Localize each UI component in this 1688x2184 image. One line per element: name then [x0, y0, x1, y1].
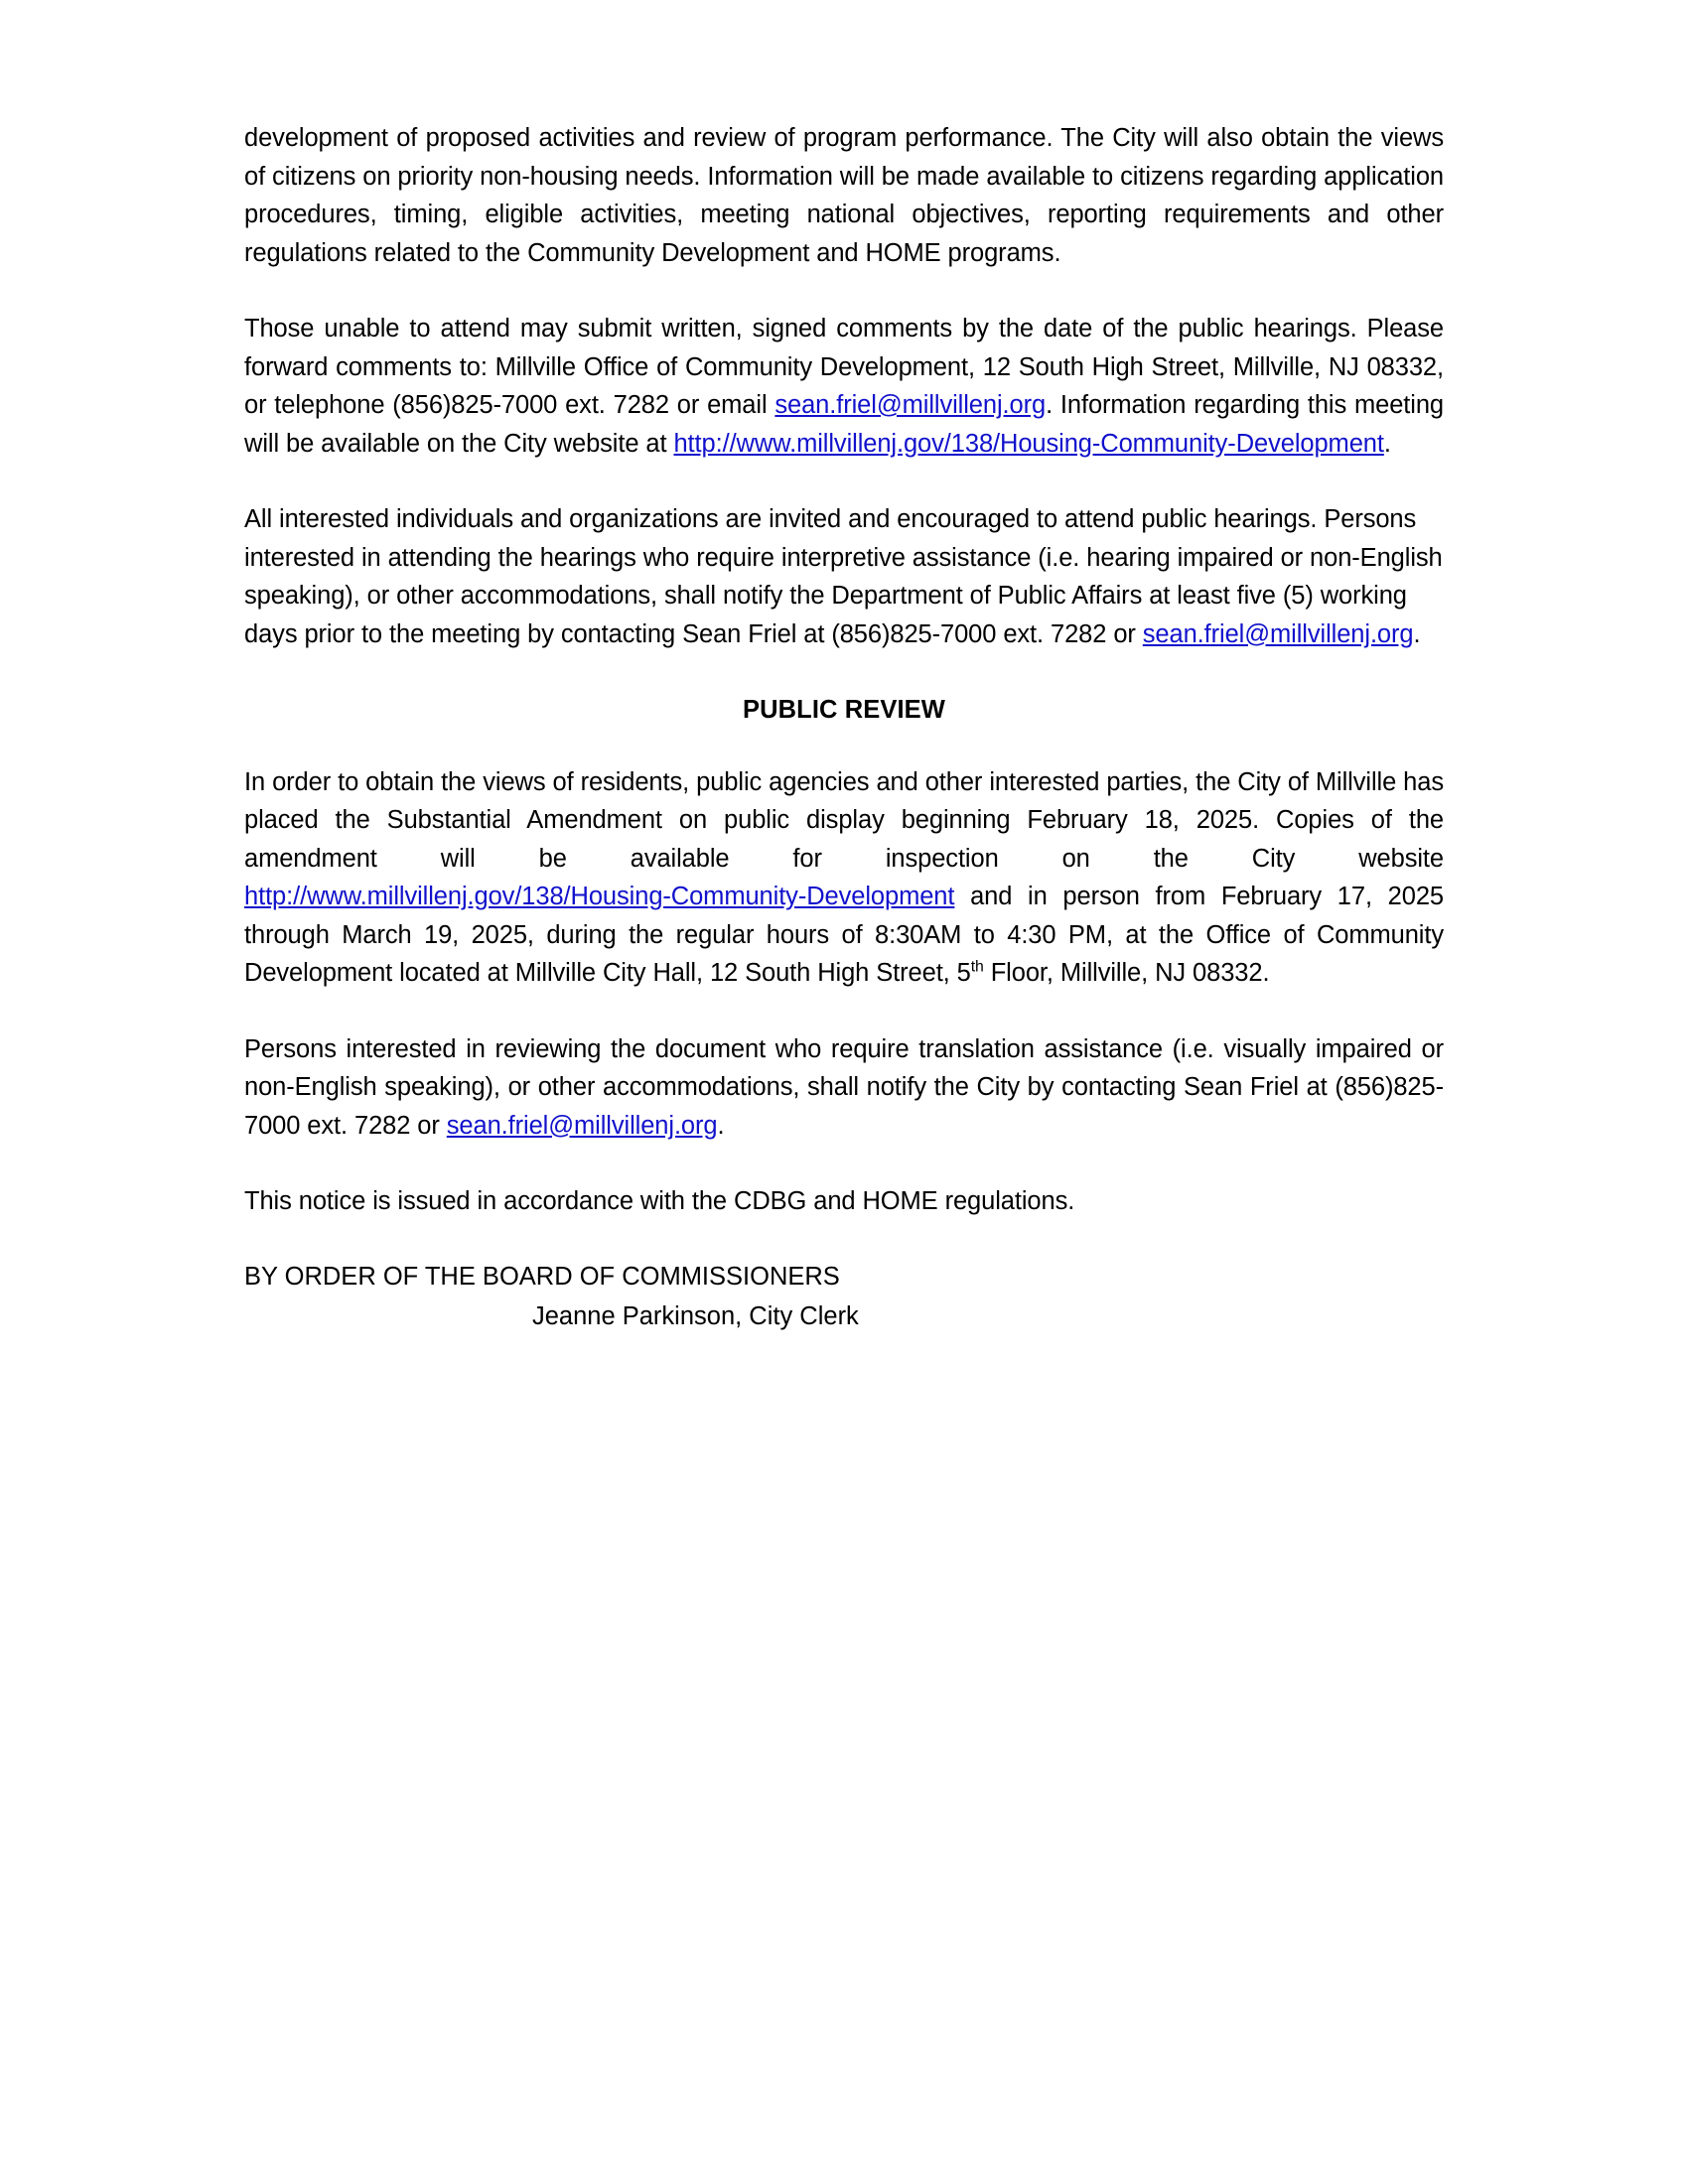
paragraph-written-comments-text-b: . Information regarding this meeting will be available on the City website at [244, 391, 1444, 458]
paragraph-interpretive-assistance [244, 500, 1444, 653]
paragraph-interpretive-assistance-text-b: . [1413, 619, 1421, 648]
paragraph-notice-regulations: This notice is issued in accordance with the CDBG and HOME regulations. [244, 1187, 1075, 1215]
document-body [244, 119, 1444, 1336]
signature-order-line: BY ORDER OF THE BOARD OF COMMISSIONERS [244, 1262, 840, 1291]
paragraph-public-display-text-c: Floor, Millville, NJ 08332. [983, 959, 1270, 987]
signature-block [244, 1257, 1444, 1336]
paragraph-public-display-text-b: and in person from February 17, 2025 through March 19, 2025, during the regular hours of 8:30AM to 4:30 PM, at the Office of Community Development located at Millville City Hall, 12 South High Street, 5 [244, 883, 1444, 987]
signature-name-line: Jeanne Parkinson, City Clerk [532, 1301, 859, 1330]
website-link-housing-community-development-2[interactable]: http://www.millvillenj.gov/138/Housing-Community-Development [244, 883, 955, 910]
website-link-housing-community-development-1[interactable]: http://www.millvillenj.gov/138/Housing-Community-Development [673, 429, 1384, 458]
ordinal-suffix-th: th [970, 958, 984, 976]
paragraph-program-performance: development of proposed activities and review of program performance. The City will also obtain the views of citizens on priority non-housing needs. Information will be made available to citizens regarding application procedures, timing, eligible activities, meeting national objectives, reporting requirements and other regulations related to the Community Development and HOME programs. [244, 124, 1444, 267]
paragraph-translation-assistance-text-b: . [717, 1111, 725, 1140]
email-link-sean-friel-2[interactable]: sean.friel@millvillenj.org [1142, 619, 1414, 648]
paragraph-written-comments [244, 310, 1444, 463]
paragraph-public-display-text-a: In order to obtain the views of residents, public agencies and other interested parties, the City of Millville has placed the Substantial Amendment on public display beginning February 18, 2025. Copies of the amendment will be available for inspection on the City website [244, 767, 1444, 873]
paragraph-written-comments-text-a: Those unable to attend may submit written, signed comments by the date of the public hearings. Please forward comments to: Millville Office of Community Development, 12 South High Street, Millville, NJ 08332, or telephone (856)825-7000 ext. 7282 or email [244, 315, 1444, 419]
paragraph-interpretive-assistance-text-a: All interested individuals and organizations are invited and encouraged to attend public hearings. Persons interested in attending the hearings who require interpretive assistance (i.e. hearing impaired or non-English speaking), or other accommodations, shall notify the Department of Public Affairs at least five (5) working days prior to the meeting by contacting Sean Friel at (856)825-7000 ext. 7282 or [244, 505, 1443, 648]
email-link-sean-friel-3[interactable]: sean.friel@millvillenj.org [446, 1111, 718, 1140]
email-link-sean-friel-1[interactable]: sean.friel@millvillenj.org [774, 391, 1047, 419]
paragraph-written-comments-text-c: . [1383, 429, 1391, 458]
paragraph-public-display [244, 763, 1444, 993]
paragraph-translation-assistance [244, 1030, 1444, 1146]
paragraph-translation-assistance-text-a: Persons interested in reviewing the document who require translation assistance (i.e. visually impaired or non-English speaking), or other accommodations, shall notify the City by contacting Sean Friel at (856)825-7000 ext. 7282 or [244, 1034, 1444, 1140]
heading-public-review: PUBLIC REVIEW [743, 696, 945, 724]
